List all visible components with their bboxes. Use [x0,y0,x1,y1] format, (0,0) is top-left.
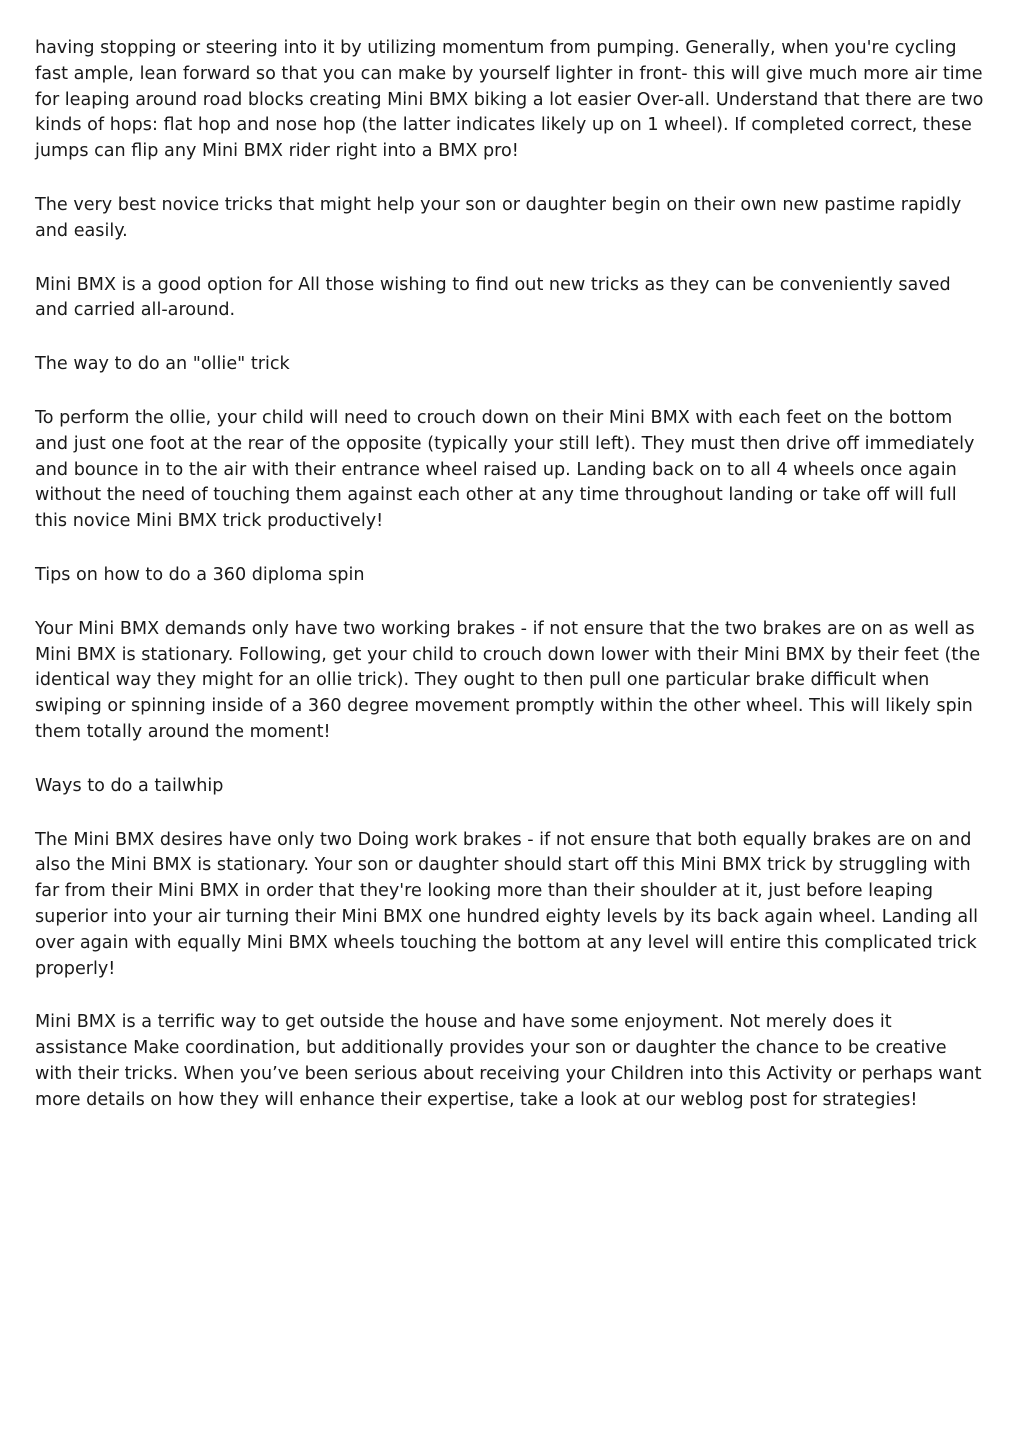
paragraph-novice-tricks: The very best novice tricks that might help your son or daughter begin on their own new pastime rapidly and easily. [35,194,962,241]
paragraph-tailwhip: The Mini BMX desires have only two Doing work brakes - if not ensure that both equally brakes are on and also the Mini BMX is stationary. Your son or daughter should start off this Mini BMX trick by struggling with far from their Mini BMX in order that they're looking more than their shoulder at it, just before leaping superior into your air turning their Mini BMX one hundred eighty levels by its back again wheel. Landing all over again with equally Mini BMX wheels touching the bottom at any level will entire this complicated trick properly! [35,829,978,979]
paragraph-hops: having stopping or steering into it by utilizing momentum from pumping. Generally, when you're cycling fast ample, lean forward so that you can make by yourself lighter in front- this will give much more air time for leaping around road blocks creating Mini BMX biking a lot easier Over-all. Understand that there are two kinds of hops: flat hop and nose hop (the latter indicates likely up on 1 wheel). If completed correct, these jumps can flip any Mini BMX rider right into a BMX pro! [35,38,984,162]
paragraph-360-spin: Your Mini BMX demands only have two working brakes - if not ensure that the two brakes are on as well as Mini BMX is stationary. Following, get your child to crouch down lower with their Mini BMX by their feet (the identical way they might for an ollie trick). They ought to then pull one particular brake difficult when swiping or spinning inside of a 360 degree movement promptly within the other wheel. This will likely spin them totally around the moment! [35,618,981,742]
document-body [35,36,989,1142]
heading-360-spin: Tips on how to do a 360 diploma spin [35,564,365,585]
paragraph-conclusion: Mini BMX is a terrific way to get outside the house and have some enjoyment. Not merely does it assistance Make coordination, but additionally provides your son or daughter the chance to be creative with their tricks. When you’ve been serious about receiving your Children into this Activity or perhaps want more details on how they will enhance their expertise, take a look at our weblog post for strategies! [35,1012,982,1110]
heading-tailwhip: Ways to do a tailwhip [35,775,224,796]
paragraph-ollie: To perform the ollie, your child will need to crouch down on their Mini BMX with each feet on the bottom and just one foot at the rear of the opposite (typically your still left). They must then drive off immediately and bounce in to the air with their entrance wheel raised up. Landing back on to all 4 wheels once again without the need of touching them against each other at any time throughout landing or take off will full this novice Mini BMX trick productively! [35,407,975,532]
heading-ollie: The way to do an "ollie" trick [35,354,290,375]
paragraph-good-option: Mini BMX is a good option for All those wishing to find out new tricks as they can be conveniently saved and carried all-around. [35,274,951,321]
